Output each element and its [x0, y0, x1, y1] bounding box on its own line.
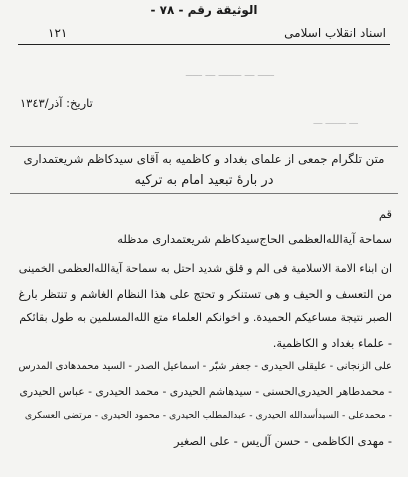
- bleed-through-text: ـــــ ـــ ـــــــ ـــ ـــــ: [185, 66, 274, 79]
- message-line: - علماء بغداد و الكاظمية.: [272, 335, 392, 350]
- message-line: ان ابناء الامة الاسلامية فى الم و قلق شديد احتل به سماحة آية‌الله‌العظمى الخمينى: [18, 262, 392, 275]
- document-number: الوثيقة رقم - ٧٨ -: [150, 3, 258, 17]
- telegram-addressee: سماحة آية‌الله‌العظمى الحاج‌سيدكاظم شريعتمدارى مدظله: [117, 231, 392, 246]
- signatory-line: - محمدطاهر الحيدرى‌الحسنى - سيدهاشم الحيدرى - محمد الحيدرى - عباس الحيدرى: [19, 384, 392, 398]
- running-header: [18, 22, 390, 45]
- bleed-through-text: ـــ ـــــــ ـــ: [313, 116, 358, 127]
- collection-title: اسناد انقلاب اسلامى: [284, 26, 386, 40]
- message-line: الصبر نتيجة مساعيكم الحميدة. و اخوانكم العلماء متع الله‌المسلمين به طول بقائكم: [19, 311, 392, 324]
- divider: [10, 193, 398, 194]
- document-heading: [20, 148, 388, 192]
- divider: [10, 146, 398, 147]
- telegram-body: [16, 202, 392, 453]
- date-line: تاريخ: آذر/١٣٤٣: [20, 96, 93, 110]
- telegram-opening: قم: [378, 207, 392, 221]
- signatory-line: - مهدى الكاظمى - حسن آل‌يس - على الصغير: [174, 433, 392, 448]
- message-line: من التعسف و الحيف و هى تستنكر و تحتج على هذا النظام الغاشم و تنتظر بارغ: [18, 286, 392, 301]
- signatory-line: - محمدعلى - السيدأسدالله الحيدرى - عبدالمطلب الحيدرى - محمود الحيدرى - مرتضى العسكرى: [24, 410, 392, 421]
- page-number: ١٢١: [48, 26, 68, 40]
- heading-line: متن تلگرام جمعى از علماى بغداد و كاظميه به آقاى سيدكاظم شريعتمدارى: [23, 152, 385, 166]
- heading-line: در بارهٔ تبعيد امام به تركيه: [134, 173, 274, 188]
- signatory-line: على الزنجانى - عليقلى الحيدرى - جعفر شبّر - اسماعيل الصدر - السيد محمدهادى المدرس: [18, 361, 392, 372]
